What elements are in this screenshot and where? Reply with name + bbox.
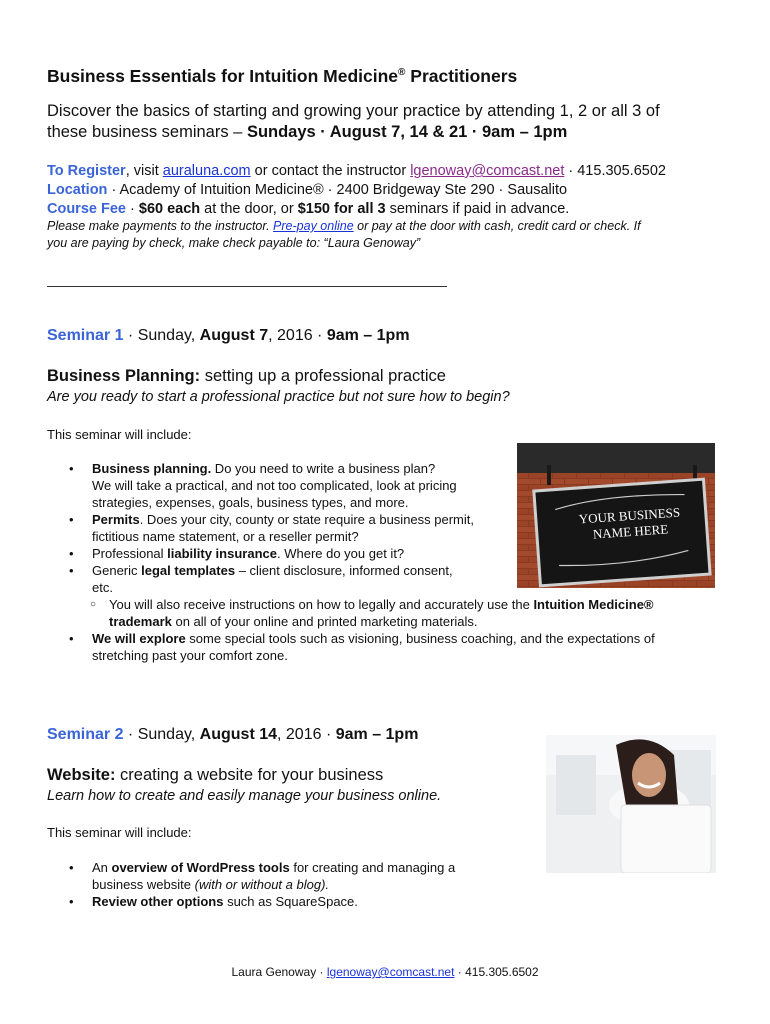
seminar2-time: 9am – 1pm [335,726,419,743]
item-bold: We will explore [92,631,186,646]
register-text2: or contact the instructor [250,163,411,179]
fee-sep: · [125,201,139,217]
register-label: To Register [47,163,126,179]
prepay-link[interactable]: Pre-pay online [273,219,354,233]
intro-schedule: Sundays · August 7, 14 & 21 · 9am – 1pm [246,123,568,141]
payment-text1: Please make payments to the instructor. [47,219,274,233]
item-text: stretching past your comfort zone. [92,648,288,663]
fee-line [47,200,747,219]
item-bold: trademark [109,614,172,629]
intro-line2 [47,122,747,143]
footer-phone: · 415.305.6502 [454,965,539,979]
sub-list-item-continuation [47,613,737,630]
payment-note-line1 [47,218,747,235]
bullet-dot: • [69,512,74,527]
page-footer [0,965,770,979]
intro-text [47,101,747,143]
seminar2-topic [47,766,383,785]
info-block [47,162,747,219]
item-pre: An [92,860,112,875]
seminar1-heading [47,327,410,345]
bullet-dot: • [69,563,74,578]
item-pre: Professional [92,546,168,561]
fee-label: Course Fee [47,201,126,217]
woman-laptop-illustration [546,735,716,873]
item-text: such as SquareSpace. [223,894,358,909]
seminar2-topic-bold: Website: [47,766,116,784]
item-text: . Where do you get it? [276,546,405,561]
item-pre: You will also receive instructions on how to legally and accurately use the [109,597,534,612]
list-item [47,859,527,876]
list-item [47,893,527,910]
item-text: some special tools such as visioning, business coaching, and the expectations of [185,631,655,646]
intro-line2-prefix: these business seminars – [47,123,247,141]
payment-note-line2: you are paying by check, make check payable to: “Laura Genoway” [47,236,421,250]
register-line [47,162,747,181]
item-bold: Business planning. [92,461,212,476]
seminar1-topic-rest: setting up a professional practice [200,367,446,385]
title-main: Business Essentials for Intuition Medicine [47,66,399,86]
seminar2-year: , 2016 · [277,726,336,743]
seminar2-heading [47,726,418,744]
item-text: etc. [92,580,113,595]
business-sign-image [517,443,715,588]
fee-text2: seminars if paid in advance. [385,201,570,217]
seminar1-sep: · Sunday, [123,327,200,344]
seminar2-sep: · Sunday, [123,726,200,743]
bullet-dot: • [69,631,74,646]
item-text: . Does your city, county or state require a business permit, [139,512,474,527]
item-text: business website [92,877,195,892]
register-text1: , visit [125,163,163,179]
item-bold: Permits [92,512,140,527]
seminar2-include-label: This seminar will include: [47,825,192,840]
item-text: strategies, expenses, goals, business types, and more. [92,495,409,510]
seminar2-label: Seminar 2 [47,726,124,743]
auraluna-link[interactable]: auraluna.com [162,163,251,179]
seminar1-time: 9am – 1pm [326,327,410,344]
seminar2-subtitle: Learn how to create and easily manage your business online. [47,788,442,804]
footer-name: Laura Genoway · [231,965,327,979]
item-bold: Intuition Medicine® [533,597,654,612]
location-label: Location [47,182,108,198]
woman-laptop-image [546,735,716,873]
location-line [47,181,747,200]
seminar1-subtitle: Are you ready to start a professional practice but not sure how to begin? [47,389,510,405]
seminar1-topic [47,367,446,386]
item-text: Do you need to write a business plan? [211,461,436,476]
register-phone: · 415.305.6502 [564,163,666,179]
bullet-dot: • [69,860,74,875]
registered-mark: ® [398,67,406,79]
bullet-dot: • [69,546,74,561]
item-text: for creating and managing a [289,860,456,875]
item-text: – client disclosure, informed consent, [235,563,453,578]
payment-note [47,218,747,252]
seminar1-year: , 2016 · [268,327,327,344]
item-text: on all of your online and printed marketing materials. [171,614,478,629]
item-pre: Generic [92,563,142,578]
section-divider [47,286,447,287]
location-text: · Academy of Intuition Medicine® · 2400 Bridgeway Ste 290 · Sausalito [107,182,568,198]
page-title [47,66,517,87]
seminar2-list [47,859,527,910]
title-tail: Practitioners [405,66,518,86]
sign-line1: YOUR BUSINESS [578,504,681,527]
fee-text1: at the door, or [200,201,298,217]
bullet-dot: • [69,461,74,476]
item-text: fictitious name statement, or a reseller permit? [92,529,359,544]
seminar1-label: Seminar 1 [47,327,124,344]
list-item-continuation [47,876,527,893]
bullet-dot: • [69,894,74,909]
seminar2-date: August 14 [199,726,278,743]
item-bold: liability insurance [167,546,277,561]
sub-bullet-circle: ○ [90,599,97,610]
sign-line2: NAME HERE [592,521,669,542]
fee-all: $150 for all 3 [297,201,386,217]
seminar1-date: August 7 [199,327,269,344]
intro-line1: Discover the basics of starting and growing your practice by attending 1, 2 or all 3 of [47,102,660,120]
seminar2-topic-rest: creating a website for your business [115,766,384,784]
list-item-continuation [47,647,737,664]
fee-each: $60 each [138,201,201,217]
item-bold: Review other options [92,894,224,909]
item-bold: legal templates [141,563,236,578]
instructor-email-link[interactable]: lgenoway@comcast.net [410,163,565,179]
item-italic: (with or without a blog). [194,877,330,892]
item-text: We will take a practical, and not too complicated, look at pricing [92,478,457,493]
seminar1-include-label: This seminar will include: [47,427,192,442]
sub-list-item [47,596,737,613]
payment-text2: or pay at the door with cash, credit card or check. If [353,219,641,233]
footer-email-link[interactable]: lgenoway@comcast.net [326,965,455,979]
list-item [47,630,737,647]
seminar1-topic-bold: Business Planning: [47,367,201,385]
item-bold: overview of WordPress tools [111,860,290,875]
